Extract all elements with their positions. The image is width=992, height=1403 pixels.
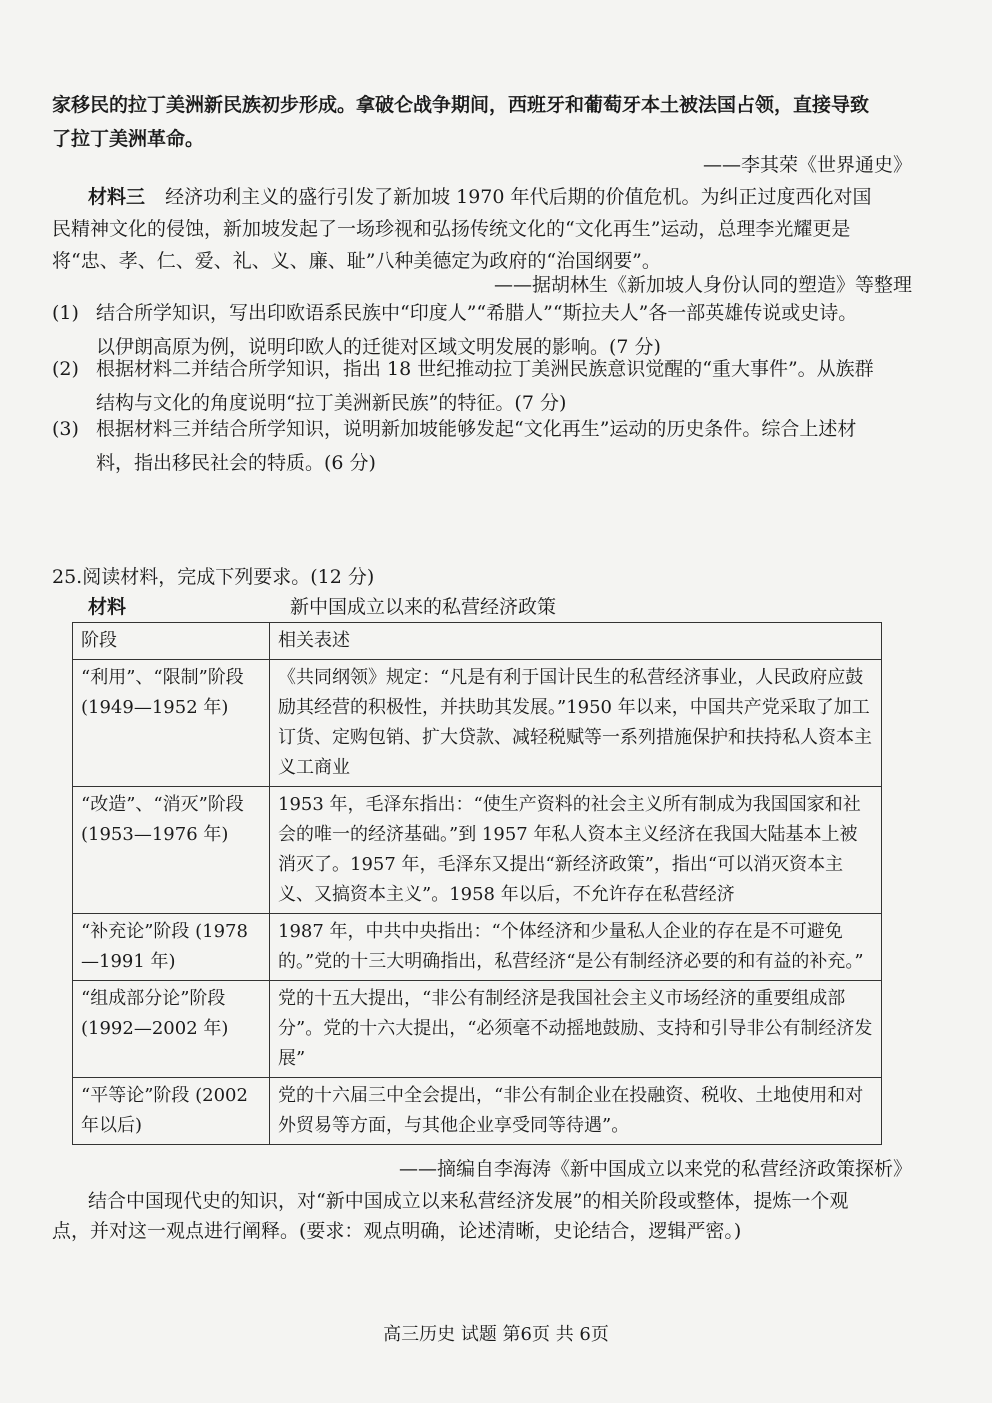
top-line-1: 家移民的拉丁美洲新民族初步形成。拿破仑战争期间，西班牙和葡萄牙本土被法国占领，直接导致 [52,94,870,116]
material3-line-2: 民精神文化的侵蚀，新加坡发起了一场珍视和弘扬传统文化的“文化再生”运动，总理李光耀更是 [52,218,851,240]
question-1-line-1: 结合所学知识，写出印欧语系民族中“印度人”“希腊人”“斯拉夫人”各一部英雄传说或史诗。 [96,302,858,324]
question-2-line-2: 结构与文化的角度说明“拉丁美洲新民族”的特征。(7 分) [96,392,567,414]
question-2-line-1: 根据材料二并结合所学知识，指出 18 世纪推动拉丁美洲民族意识觉醒的“重大事件”。从族群 [96,358,874,380]
page-footer: 高三历史 试题 第6页 共 6页 [383,1324,609,1345]
question-1-line-2: 以伊朗高原为例，说明印欧人的迁徙对区域文明发展的影响。(7 分) [96,336,661,358]
table-row [73,660,882,787]
q25-task-line-1: 结合中国现代史的知识，对“新中国成立以来私营经济发展”的相关阶段或整体，提炼一个观 [88,1190,849,1212]
question-2 [52,352,914,420]
header-stage: 阶段 [73,623,270,660]
description-cell: 党的十五大提出，“非公有制经济是我国社会主义市场经济的重要组成部分”。党的十六大提出，“必须毫不动摇地鼓励、支持和引导非公有制经济发展” [270,981,882,1078]
description-cell: 党的十六届三中全会提出，“非公有制企业在投融资、税收、土地使用和对外贸易等方面，与其他企业享受同等待遇”。 [270,1078,882,1145]
material3-line-3: 将“忠、孝、仁、爱、礼、义、廉、耻”八种美德定为政府的“治国纲要”。 [52,250,661,272]
stage-cell: “平等论”阶段 (2002 年以后) [73,1078,270,1145]
material3-text-1: 经济功利主义的盛行引发了新加坡 1970 年代后期的价值危机。为纠正过度西化对国 [165,186,872,208]
question-1-number: (1) [52,302,79,324]
q25-source: ——摘编自李海涛《新中国成立以来党的私营经济政策探析》 [398,1158,912,1180]
material3-line-1 [88,180,872,214]
header-description: 相关表述 [270,623,882,660]
q25-title: 25.阅读材料，完成下列要求。(12 分) [52,566,375,588]
description-cell: 1953 年，毛泽东指出：“使生产资料的社会主义所有制成为我国国家和社会的唯一的经济基础。”到 1957 年私人资本主义经济在我国大陆基本上被消灭了。1957 年，毛泽东又提出“新经济政策”，指出“可以消灭资本主义、又搞资本主义”。1958 年以后，不允许存在私营经济 [270,787,882,914]
q25-material-label: 材料 [88,596,127,618]
description-cell: 1987 年，中共中央指出：“个体经济和少量私人企业的存在是不可避免的。”党的十三大明确指出，私营经济“是公有制经济必要的和有益的补充。” [270,914,882,981]
q25-task-line-2: 点，并对这一观点进行阐释。(要求：观点明确，论述清晰，史论结合，逻辑严密。) [52,1220,742,1242]
policy-table [72,622,882,1145]
material3-label: 材料三 [88,186,146,208]
material3-source: ——据胡林生《新加坡人身份认同的塑造》等整理 [493,274,912,296]
table-row [73,787,882,914]
question-3 [52,412,914,480]
table-row [73,1078,882,1145]
top-line-2: 了拉丁美洲革命。 [52,128,205,150]
stage-cell: “组成部分论”阶段 (1992—2002 年) [73,981,270,1078]
table-header-row [73,623,882,660]
table-row [73,981,882,1078]
q25-table-title: 新中国成立以来的私营经济政策 [290,596,557,618]
table-row [73,914,882,981]
question-2-number: (2) [52,358,79,380]
question-3-line-2: 料，指出移民社会的特质。(6 分) [96,452,376,474]
stage-cell: “补充论”阶段 (1978—1991 年) [73,914,270,981]
stage-cell: “改造”、“消灭”阶段 (1953—1976 年) [73,787,270,914]
stage-cell: “利用”、“限制”阶段 (1949—1952 年) [73,660,270,787]
description-cell: 《共同纲领》规定：“凡是有利于国计民生的私营经济事业，人民政府应鼓励其经营的积极性，并扶助其发展。”1950 年以来，中国共产党采取了加工订货、定购包销、扩大贷款、减轻税赋等一系列措施保护和扶持私人资本主义工商业 [270,660,882,787]
question-3-number: (3) [52,418,79,440]
question-3-line-1: 根据材料三并结合所学知识，说明新加坡能够发起“文化再生”运动的历史条件。综合上述材 [96,418,857,440]
top-source: ——李其荣《世界通史》 [702,154,912,176]
